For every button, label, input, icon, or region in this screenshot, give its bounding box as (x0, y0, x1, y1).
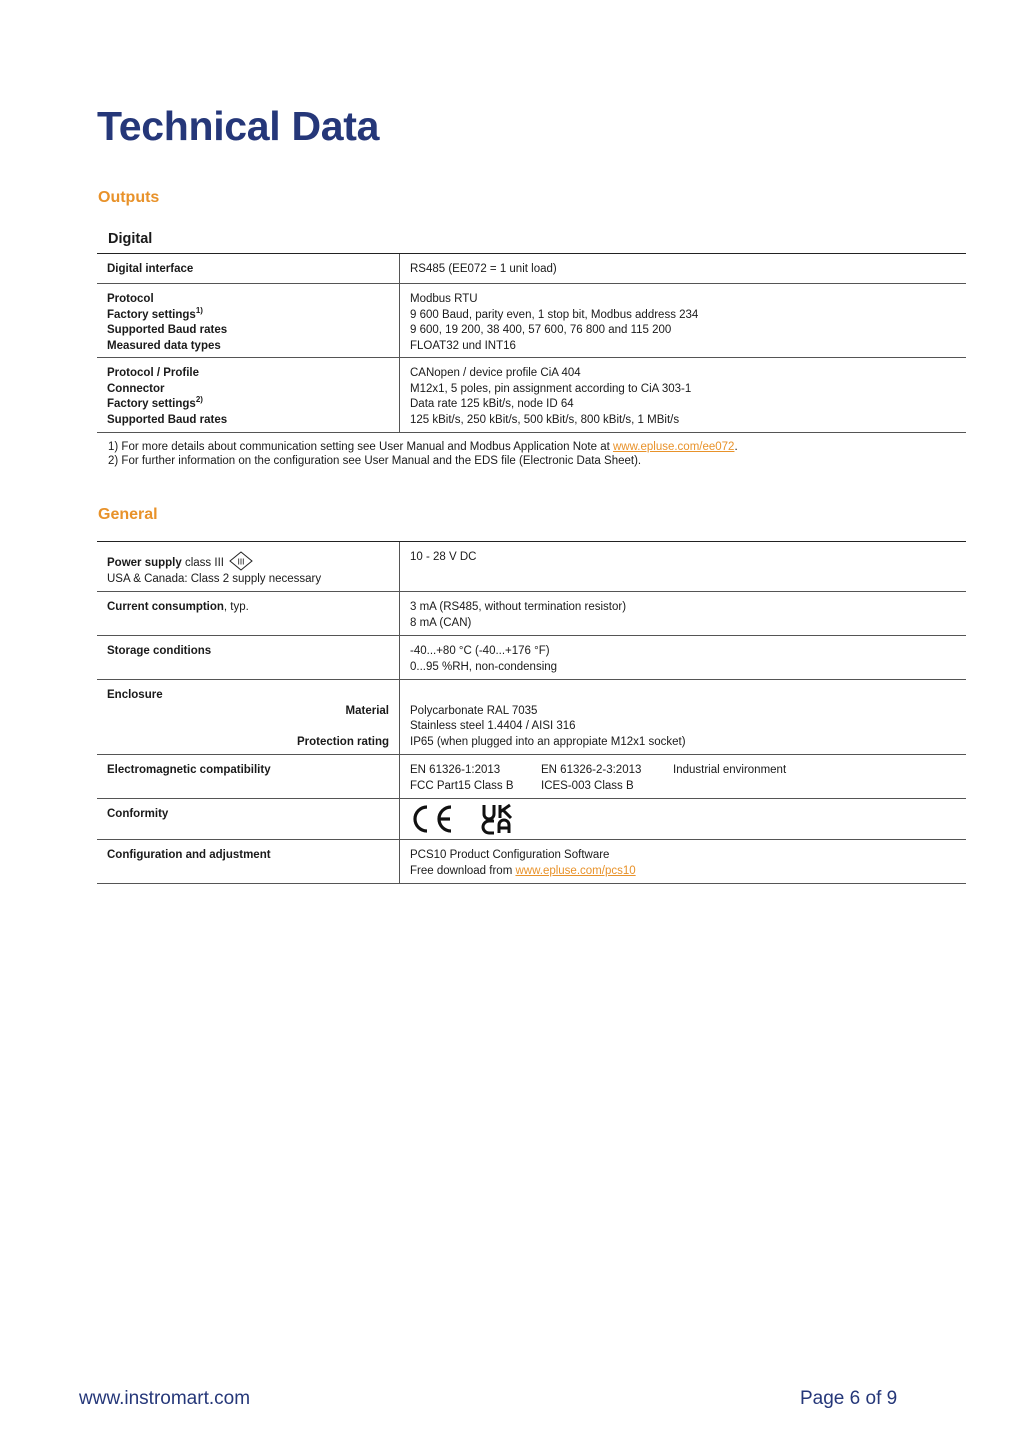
conformity-label: Conformity (97, 799, 400, 839)
config-label: Configuration and adjustment (97, 840, 400, 883)
label: Connector (107, 382, 165, 395)
digital-subheading: Digital (108, 231, 153, 247)
label: Supported Baud rates (107, 324, 228, 336)
label: Measured data types (107, 339, 221, 352)
pcs10-link[interactable]: www.epluse.com/pcs10 (515, 864, 636, 877)
modbus-values (400, 284, 966, 357)
value: 9 600, 19 200, 38 400, 57 600, 76 800 and 115 200 (410, 324, 672, 336)
label: Factory settings$^{1)}$ (107, 305, 203, 321)
power-supply-value: 10 - 28 V DC (410, 551, 477, 563)
table-row (97, 592, 966, 636)
table-row (97, 358, 966, 433)
current-label: Current consumption, typ. (97, 592, 400, 635)
enclosure-label: Enclosure (107, 689, 163, 701)
enclosure-labels (97, 680, 400, 754)
table-row (97, 542, 966, 592)
digital-table (97, 253, 966, 433)
ee072-link[interactable]: www.epluse.com/ee072 (613, 441, 735, 453)
config-values: PCS10 Product Configuration Software Free download from www.epluse.com/pcs10 (410, 849, 636, 877)
enclosure-values: Polycarbonate RAL 7035 Stainless steel 1.4404 / AISI 316 IP65 (when plugged into an appropiate M12x1 socket) (410, 704, 686, 748)
material-label: Material (345, 704, 389, 717)
footer-page-number: Page 6 of 9 (800, 1388, 898, 1409)
class-iii-icon (229, 551, 253, 571)
can-values (400, 358, 966, 432)
value: Modbus RTU (410, 293, 478, 305)
value: Data rate 125 kBit/s, node ID 64 (410, 398, 574, 410)
ukca-mark-icon (481, 803, 517, 835)
page-title: Technical Data (97, 103, 380, 149)
value: 125 kBit/s, 250 kBit/s, 500 kBit/s, 800 kBit/s, 1 MBit/s (410, 413, 680, 426)
label: Protocol / Profile (107, 367, 200, 379)
conformity-marks (400, 799, 966, 839)
power-note: USA & Canada: Class 2 supply necessary (107, 572, 322, 585)
storage-label: Storage conditions (97, 636, 400, 679)
footnote-1: 1) For more details about communication setting see User Manual and Modbus Application Note at www.epluse.com/ee072. (108, 441, 738, 453)
emc-label: Electromagnetic compatibility (97, 755, 400, 798)
value: CANopen / device profile CiA 404 (410, 367, 581, 379)
power-supply-label: Power supply class III III USA & Canada: Class 2 supply necessary (97, 542, 400, 591)
table-row (97, 840, 966, 884)
storage-values: -40...+80 °C (-40...+176 °F) 0...95 %RH, non-condensing (410, 645, 558, 673)
can-labels (97, 358, 400, 432)
table-row (97, 254, 966, 284)
value: M12x1, 5 poles, pin assignment according to CiA 303-1 (410, 382, 692, 395)
table-row (97, 680, 966, 755)
value: 9 600 Baud, parity even, 1 stop bit, Modbus address 234 (410, 308, 699, 321)
table-row (97, 636, 966, 680)
value: FLOAT32 und INT16 (410, 339, 516, 352)
digital-interface-label: Digital interface (97, 254, 400, 283)
label: Supported Baud rates (107, 413, 228, 426)
general-heading: General (98, 506, 158, 523)
protection-label: Protection rating (296, 735, 389, 748)
modbus-labels (97, 284, 400, 357)
label: Factory settings$^{2)}$ (107, 395, 203, 410)
label: Protocol (107, 293, 154, 305)
table-row (97, 799, 966, 840)
outputs-heading: Outputs (98, 189, 160, 206)
general-table (97, 541, 966, 884)
table-row (97, 755, 966, 799)
emc-values: EN 61326-1:2013 EN 61326-2-3:2013 Industrial environment FCC Part15 Class B ICES-003 Class B (410, 764, 787, 792)
svg-text:III: III (237, 557, 245, 567)
current-values: 3 mA (RS485, without termination resistor) 8 mA (CAN) (410, 601, 627, 629)
footer-site: www.instromart.com (79, 1388, 251, 1409)
digital-interface-value: RS485 (EE072 = 1 unit load) (410, 263, 557, 275)
ce-mark-icon (410, 803, 454, 835)
footnote-2: 2) For further information on the configuration see User Manual and the EDS file (Electronic Data Sheet). (108, 455, 642, 467)
table-row (97, 284, 966, 358)
